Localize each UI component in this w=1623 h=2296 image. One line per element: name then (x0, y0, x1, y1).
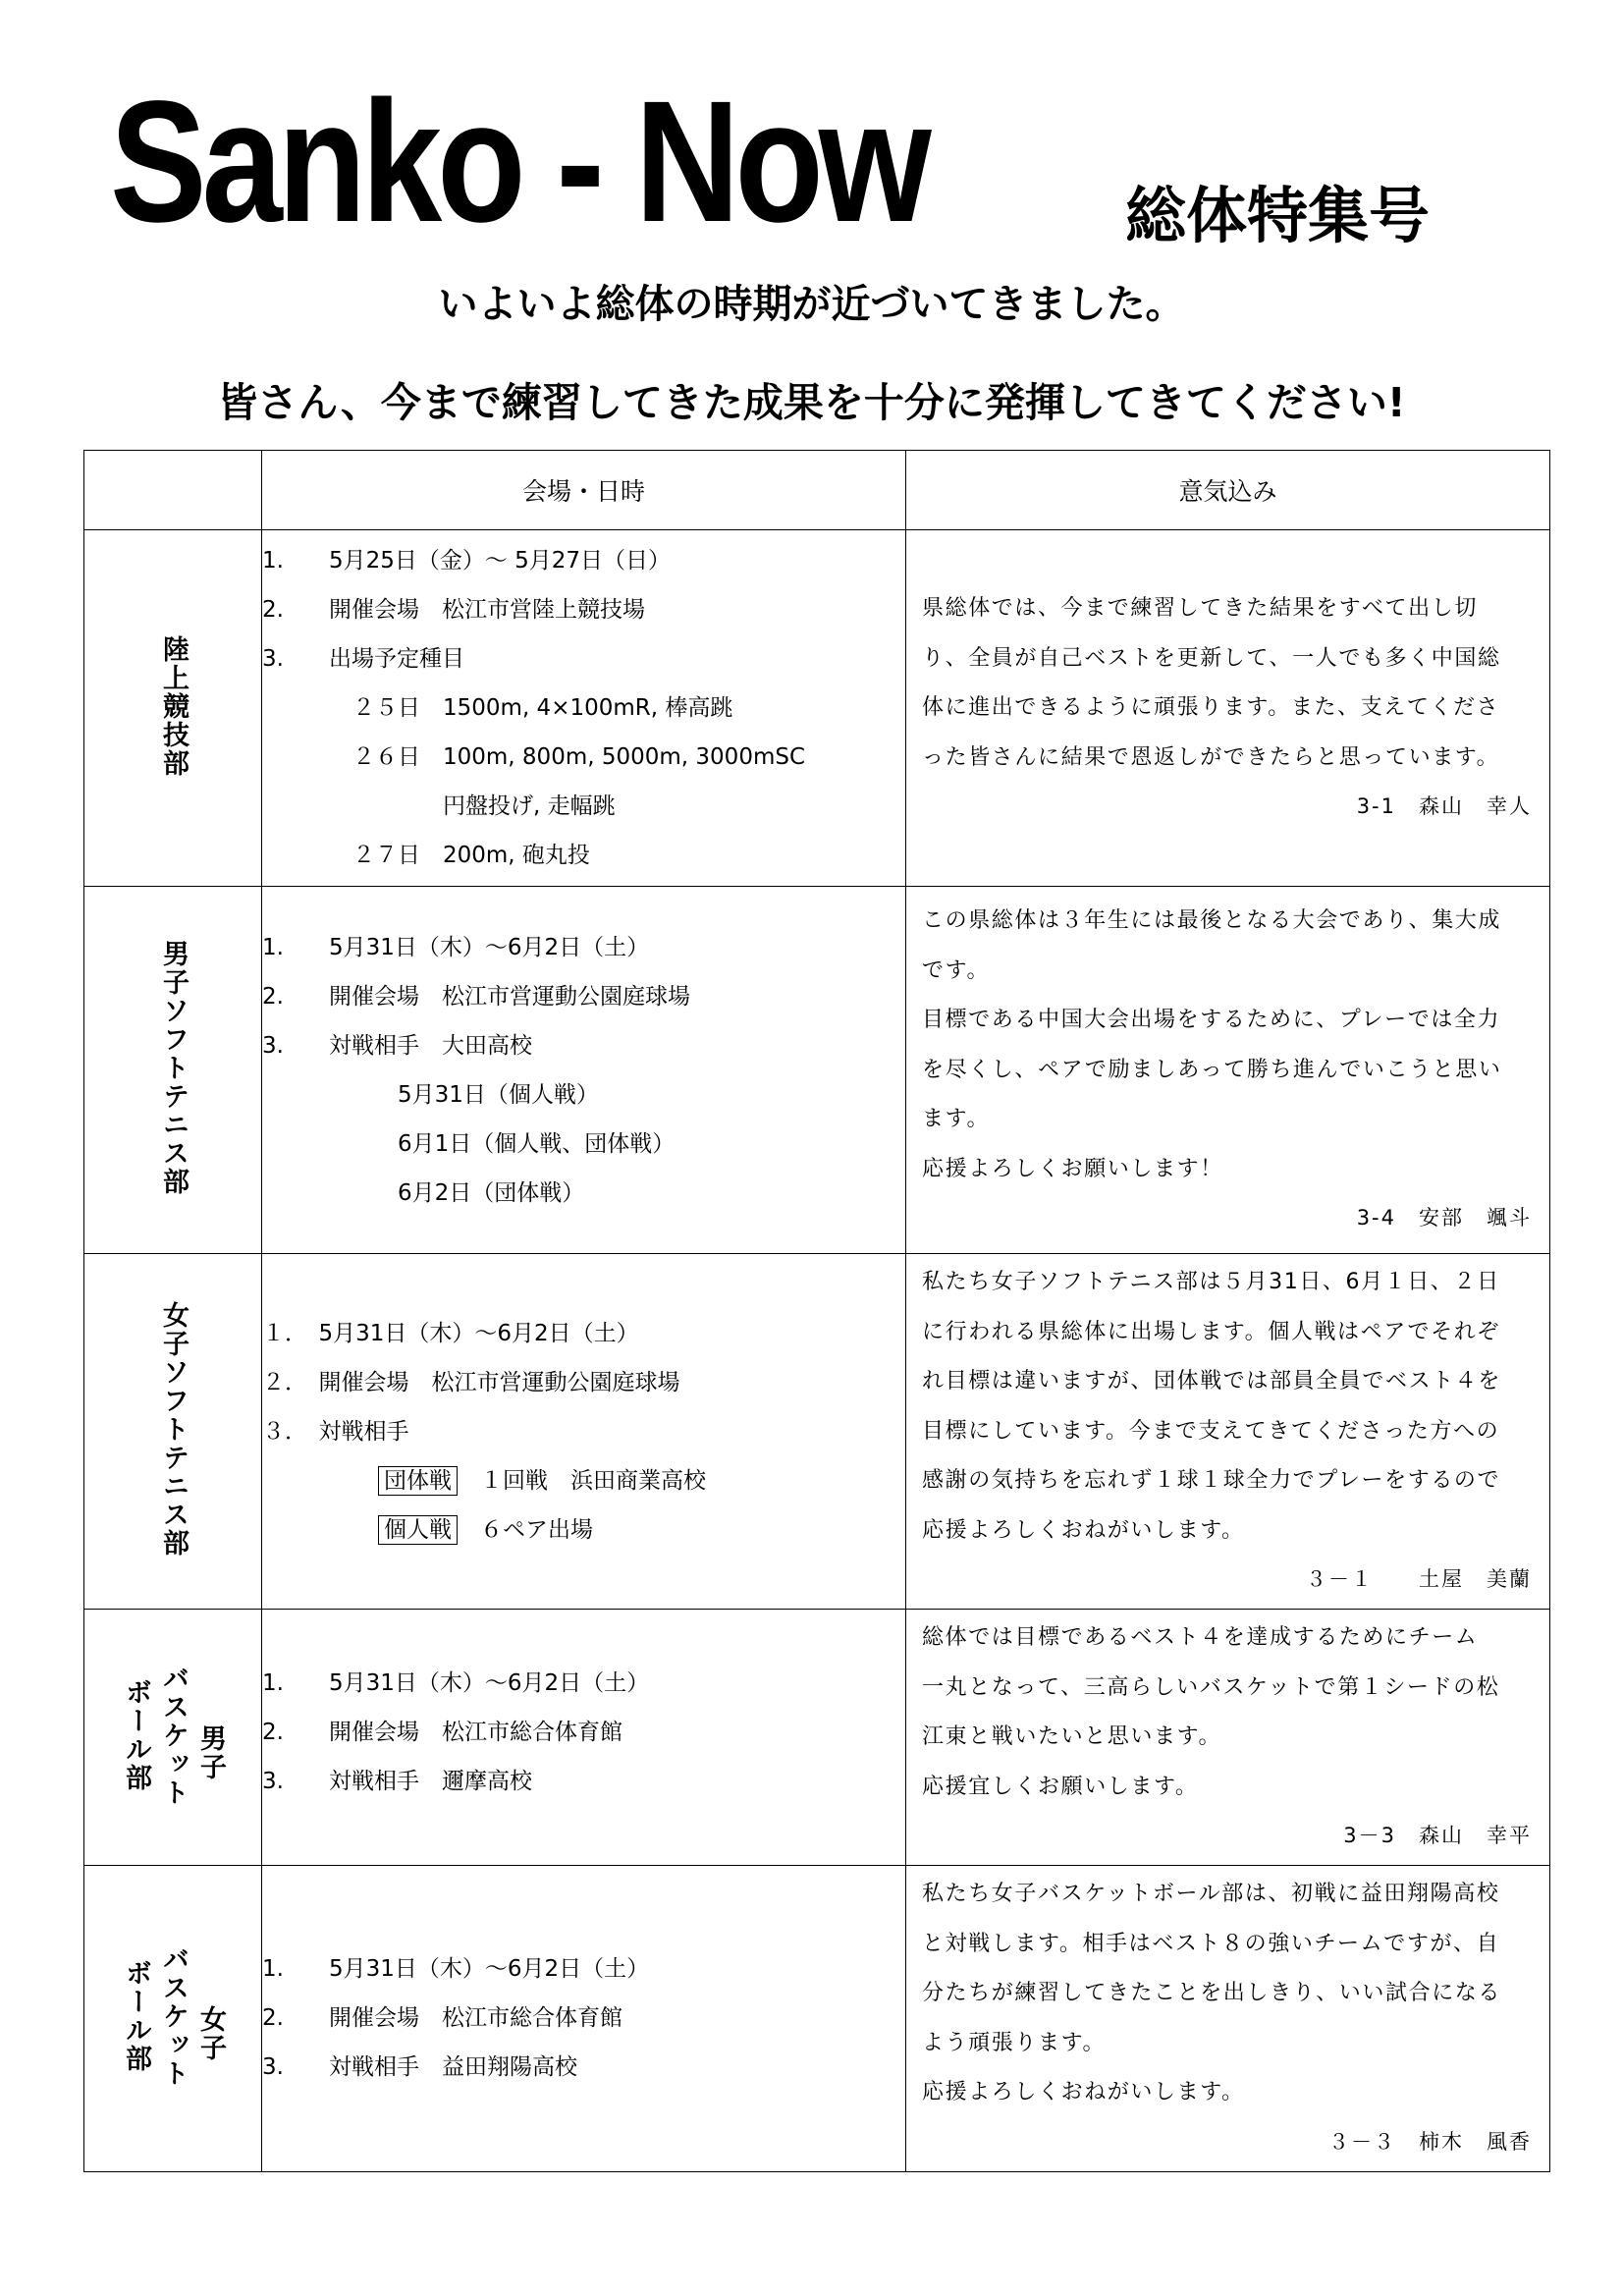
venue-line: 2. 開催会場 松江市総合体育館 (262, 1720, 622, 1745)
table-row (84, 1866, 1550, 2172)
issue-label: 総体特集号 (1125, 180, 1431, 251)
comment-line: と対戦します。相手はベスト８の強いチームですが、自 (922, 1931, 1500, 1956)
match-detail: ６ペア出場 (458, 1516, 593, 1543)
club-name: 男子ソフトテニス部 (158, 940, 189, 1196)
club-name-part: ボール部 (121, 1678, 151, 1792)
comment-line: 県総体では、今まで練習してきた結果をすべて出し切 (922, 596, 1478, 621)
venue-line: ２７日 200m, 砲丸投 (262, 843, 590, 868)
comment-line: この県総体は３年生には最後となる大会であり、集大成 (922, 908, 1502, 933)
comment-cell (906, 1254, 1550, 1610)
header-venue: 会場・日時 (262, 451, 906, 530)
venue-line: ２５日 1500m, 4×100mR, 棒高跳 (262, 695, 733, 721)
venue-line: 1. 5月31日（木）～6月2日（土） (262, 1670, 650, 1696)
comment-line: 総体では目標であるベスト４を達成するためにチーム (922, 1625, 1479, 1650)
signature: ３－１ 土屋 美蘭 (1306, 1567, 1532, 1591)
comment-line: です。 (922, 957, 991, 983)
table-row (84, 530, 1550, 887)
comment-line: を尽くし、ペアで励ましあって勝ち進んでいこうと思い (922, 1057, 1502, 1082)
comment-cell (906, 1866, 1550, 2172)
match-type-box: 団体戦 (378, 1466, 458, 1496)
comment-line: 応援よろしくおねがいします。 (922, 2080, 1245, 2105)
venue-line: 5月31日（個人戦） (262, 1081, 599, 1108)
venue-line: 6月1日（個人戦、団体戦） (262, 1130, 676, 1157)
venue-line: 3. 対戦相手 邇摩高校 (262, 1769, 532, 1794)
club-name-part: ボール部 (121, 1959, 151, 2074)
venue-cell (262, 1866, 906, 2172)
comment-line: ます。 (922, 1107, 991, 1131)
table-header-row (84, 451, 1550, 530)
match-line (262, 1456, 905, 1505)
comment-line: 目標にしています。今まで支えてきてくださった方への (922, 1418, 1500, 1444)
venue-line: 3. 対戦相手 大田高校 (262, 1032, 532, 1059)
signature: 3-4 安部 颯斗 (1356, 1206, 1532, 1230)
table-row (84, 887, 1550, 1254)
venue-line: ３． 対戦相手 (262, 1418, 409, 1445)
venue-line: 6月2日（団体戦） (262, 1179, 585, 1206)
club-name-part: 女子 (195, 2005, 226, 2063)
newsletter-title: Sanko - Now (110, 66, 927, 258)
comment-line: 応援よろしくお願いします！ (922, 1156, 1223, 1181)
comment-line: 応援宜しくお願いします。 (922, 1774, 1199, 1799)
table-row (84, 1254, 1550, 1610)
header-comment: 意気込み (906, 451, 1550, 530)
comment-line: り、全員が自己ベストを更新して、一人でも多く中国総 (922, 645, 1501, 671)
signature: 3-1 森山 幸人 (1356, 794, 1532, 818)
venue-line: 3. 対戦相手 益田翔陽高校 (262, 2054, 577, 2081)
club-name-part: バスケット (158, 1944, 189, 2088)
comment-line: 体に進出できるように頑張ります。また、支えてくださ (922, 695, 1500, 720)
comment-line: った皆さんに結果で恩返しができたらと思っています。 (922, 744, 1500, 770)
comment-cell (906, 887, 1550, 1254)
tagline: 皆さん、今まで練習してきた成果を十分に発揮してきてください! (217, 379, 1406, 426)
signature: 3－3 森山 幸平 (1343, 1824, 1532, 1847)
venue-line: 2. 開催会場 松江市営運動公園庭球場 (262, 983, 690, 1010)
comment-line: 私たち女子バスケットボール部は、初戦に益田翔陽高校 (922, 1882, 1500, 1906)
venue-line: 1. 5月31日（木）～6月2日（土） (262, 1956, 650, 1983)
venue-line: ２６日 100m, 800m, 5000m, 3000mSC (262, 744, 806, 770)
comment-cell (906, 1610, 1550, 1866)
club-name-part: バスケット (158, 1664, 189, 1807)
venue-line: 円盤投げ, 走幅跳 (262, 793, 616, 819)
comment-line: 一丸となって、三高らしいバスケットで第１シードの松 (922, 1674, 1500, 1700)
header-club (84, 451, 262, 530)
venue-line: ２． 開催会場 松江市営運動公園庭球場 (262, 1369, 680, 1395)
table-row (84, 1610, 1550, 1866)
venue-line: 1. 5月25日（金）～ 5月27日（日） (262, 548, 672, 574)
subtitle: いよいよ総体の時期が近づいてきました。 (438, 282, 1185, 327)
schedule-table (83, 450, 1550, 2172)
club-name: 女子ソフトテニス部 (158, 1301, 189, 1558)
match-detail: １回戦 浜田商業高校 (458, 1467, 706, 1494)
venue-line: 1. 5月31日（木）～6月2日（土） (262, 934, 650, 960)
club-name (118, 1945, 228, 2088)
comment-cell (906, 530, 1550, 887)
club-cell (84, 1610, 262, 1866)
venue-line: 2. 開催会場 松江市営陸上競技場 (262, 597, 645, 623)
signature: ３－３ 柿木 風香 (1328, 2129, 1532, 2154)
club-name (118, 1665, 228, 1807)
club-cell (84, 1254, 262, 1610)
comment-line: 私たち女子ソフトテニス部は５月31日、6月１日、２日 (922, 1270, 1500, 1294)
venue-cell (262, 887, 906, 1254)
venue-cell (262, 530, 906, 887)
comment-line: 感謝の気持ちを忘れず１球１球全力でプレーをするので (922, 1468, 1501, 1493)
club-name-part: 男子 (195, 1724, 226, 1781)
club-cell (84, 530, 262, 887)
club-name: 陸上競技部 (158, 634, 189, 778)
club-cell (84, 887, 262, 1254)
match-type-box: 個人戦 (378, 1515, 458, 1545)
club-cell (84, 1866, 262, 2172)
venue-cell (262, 1254, 906, 1610)
venue-line: １． 5月31日（木）～6月2日（土） (262, 1320, 639, 1346)
comment-line: 目標である中国大会出場をするために、プレーでは全力 (922, 1008, 1501, 1032)
comment-line: 分たちが練習してきたことを出しきり、いい試合になる (922, 1981, 1502, 2005)
comment-line: れ目標は違いますが、団体戦では部員全員でベスト４を (922, 1369, 1502, 1394)
venue-line: 3. 出場予定種目 (262, 646, 464, 672)
comment-line: 応援よろしくおねがいします。 (922, 1517, 1245, 1543)
comment-line: よう頑張ります。 (922, 2030, 1107, 2055)
match-line (262, 1505, 905, 1555)
venue-cell (262, 1610, 906, 1866)
comment-line: に行われる県総体に出場します。個人戦はペアでそれぞ (922, 1319, 1500, 1344)
venue-line: 2. 開催会場 松江市総合体育館 (262, 2005, 622, 2032)
comment-line: 江東と戦いたいと思います。 (922, 1724, 1222, 1749)
